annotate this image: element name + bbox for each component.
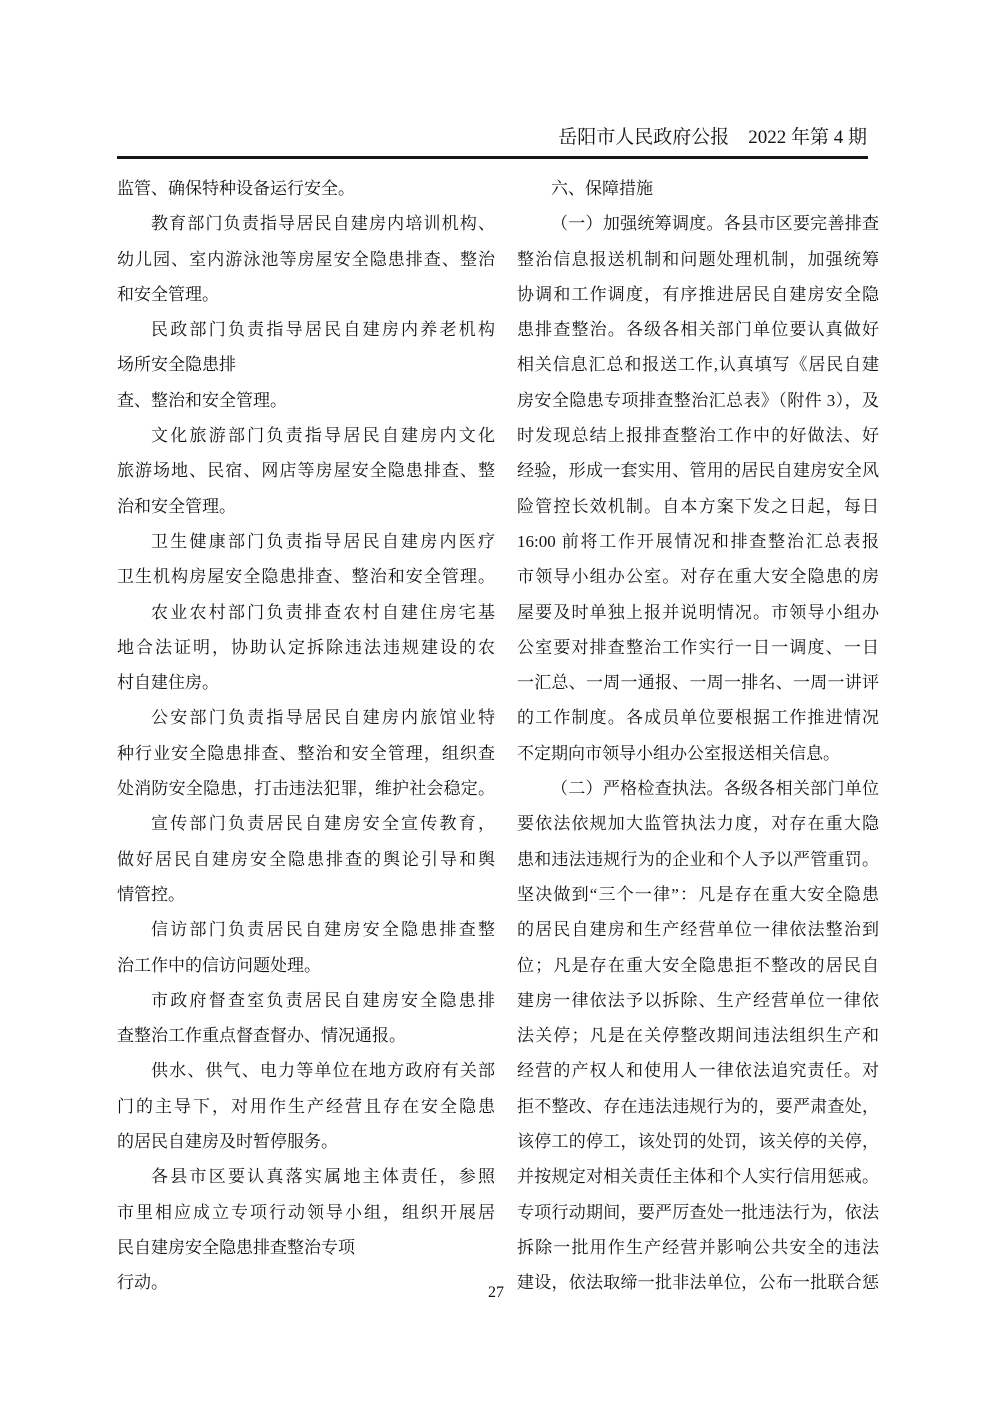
text-line: 农业农村部门负责排查农村自建住房宅基 bbox=[151, 602, 495, 622]
text-line: 公安部门负责指导居民自建房内旅馆业特 bbox=[151, 708, 495, 728]
text-line: 各县市区要认真落实属地主体责任，参照 bbox=[151, 1167, 495, 1187]
text-line: 查整治工作重点督查督办、情况通报。 bbox=[117, 1026, 406, 1046]
text-line: 种行业安全隐患排查、整治和安全管理，组织查 bbox=[117, 743, 495, 763]
text-line: 行动。 bbox=[117, 1273, 168, 1293]
text-line: 险管控长效机制。自本方案下发之日起，每日 bbox=[517, 496, 879, 516]
text-line: 建房一律依法予以拆除、生产经营单位一律依 bbox=[517, 990, 879, 1010]
text-line: 村自建住房。 bbox=[117, 673, 219, 693]
text-line: 相关信息汇总和报送工作,认真填写《居民自建 bbox=[517, 355, 879, 375]
text-line: 处消防安全隐患，打击违法犯罪，维护社会稳定。 bbox=[117, 779, 495, 799]
text-line: 的工作制度。各成员单位要根据工作推进情况 bbox=[517, 708, 879, 728]
text-line: 的居民自建房和生产经营单位一律依法整治到 bbox=[517, 920, 879, 940]
text-line: 拒不整改、存在违法违规行为的，要严肃查处， bbox=[517, 1096, 879, 1116]
text-line: 教育部门负责指导居民自建房内培训机构、 bbox=[151, 214, 495, 234]
text-line: 坚决做到“三个一律”：凡是存在重大安全隐患 bbox=[517, 884, 879, 904]
text-line: 市领导小组办公室。对存在重大安全隐患的房 bbox=[517, 567, 879, 587]
text-line: 民自建房安全隐患排查整治专项 bbox=[117, 1237, 355, 1257]
text-line: 房安全隐患专项排查整治汇总表》（附件 3），及 bbox=[517, 390, 879, 410]
left-column bbox=[117, 171, 495, 1301]
header-rule bbox=[117, 156, 868, 159]
text-line: 和安全管理。 bbox=[117, 284, 219, 304]
text-line: 供水、供气、电力等单位在地方政府有关部 bbox=[151, 1061, 495, 1081]
text-line: 该停工的停工，该处罚的处罚，该关停的关停， bbox=[517, 1132, 879, 1152]
text-line: 情管控。 bbox=[117, 884, 185, 904]
text-line: 做好居民自建房安全隐患排查的舆论引导和舆 bbox=[117, 849, 495, 869]
text-line: 患和违法违规行为的企业和个人予以严管重罚。 bbox=[517, 849, 879, 869]
text-line: 民政部门负责指导居民自建房内养老机构 bbox=[151, 320, 495, 340]
text-line: 经营的产权人和使用人一律依法追究责任。对 bbox=[517, 1061, 879, 1081]
text-line: 一汇总、一周一通报、一周一排名、一周一讲评 bbox=[517, 673, 879, 693]
text-line: 卫生机构房屋安全隐患排查、整治和安全管理。 bbox=[117, 567, 495, 587]
text-line: 不定期向市领导小组办公室报送相关信息。 bbox=[517, 743, 840, 763]
text-line: 经验，形成一套实用、管用的居民自建房安全风 bbox=[517, 461, 879, 481]
text-line: 幼儿园、室内游泳池等房屋安全隐患排查、整治 bbox=[117, 249, 495, 269]
right-column bbox=[517, 171, 879, 1301]
page-number: 27 bbox=[488, 1284, 504, 1301]
text-line: 查、整治和安全管理。 bbox=[117, 390, 287, 410]
text-line: 门的主导下，对用作生产经营且存在安全隐患 bbox=[117, 1096, 495, 1116]
text-line: 16:00 前将工作开展情况和排查整治汇总表报 bbox=[517, 531, 879, 551]
text-line: 建设，依法取缔一批非法单位，公布一批联合惩 bbox=[517, 1273, 879, 1293]
page-header-title: 岳阳市人民政府公报 2022 年第 4 期 bbox=[558, 127, 867, 148]
text-line: 地合法证明，协助认定拆除违法违规建设的农 bbox=[117, 637, 495, 657]
text-line: 信访部门负责居民自建房安全隐患排查整 bbox=[151, 920, 495, 940]
text-line: 卫生健康部门负责指导居民自建房内医疗 bbox=[151, 531, 495, 551]
text-line: 场所安全隐患排 bbox=[117, 355, 236, 375]
text-line: 旅游场地、民宿、网店等房屋安全隐患排查、整 bbox=[117, 461, 495, 481]
text-line: 监管、确保特种设备运行安全。 bbox=[117, 179, 355, 198]
text-line: 市里相应成立专项行动领导小组，组织开展居 bbox=[117, 1202, 495, 1222]
text-line: 治工作中的信访问题处理。 bbox=[117, 955, 321, 975]
text-line: 患排查整治。各级各相关部门单位要认真做好 bbox=[517, 320, 879, 340]
text-line: 治和安全管理。 bbox=[117, 496, 236, 516]
text-line: 时发现总结上报排查整治工作中的好做法、好 bbox=[517, 426, 879, 446]
text-line: 法关停；凡是在关停整改期间违法组织生产和 bbox=[517, 1026, 879, 1046]
text-line: 位；凡是存在重大安全隐患拒不整改的居民自 bbox=[517, 955, 879, 975]
text-line: 六、保障措施 bbox=[551, 179, 653, 198]
text-line: 屋要及时单独上报并说明情况。市领导小组办 bbox=[517, 602, 879, 622]
text-line: 公室要对排查整治工作实行一日一调度、一日 bbox=[517, 637, 879, 657]
text-line: 专项行动期间，要严厉查处一批违法行为，依法 bbox=[517, 1202, 879, 1222]
text-line: （一）加强统筹调度。各县市区要完善排查 bbox=[551, 214, 879, 234]
text-line: 要依法依规加大监管执法力度，对存在重大隐 bbox=[517, 814, 879, 834]
text-line: 协调和工作调度，有序推进居民自建房安全隐 bbox=[517, 284, 879, 304]
text-line: 市政府督查室负责居民自建房安全隐患排 bbox=[151, 990, 495, 1010]
text-line: 整治信息报送机制和问题处理机制，加强统筹 bbox=[517, 249, 879, 269]
text-line: 宣传部门负责居民自建房安全宣传教育， bbox=[151, 814, 495, 834]
text-line: （二）严格检查执法。各级各相关部门单位 bbox=[551, 779, 879, 799]
text-line: 并按规定对相关责任主体和个人实行信用惩戒。 bbox=[517, 1167, 879, 1187]
text-line: 文化旅游部门负责指导居民自建房内文化 bbox=[151, 426, 495, 446]
text-line: 拆除一批用作生产经营并影响公共安全的违法 bbox=[517, 1237, 879, 1257]
text-line: 的居民自建房及时暂停服务。 bbox=[117, 1132, 338, 1152]
